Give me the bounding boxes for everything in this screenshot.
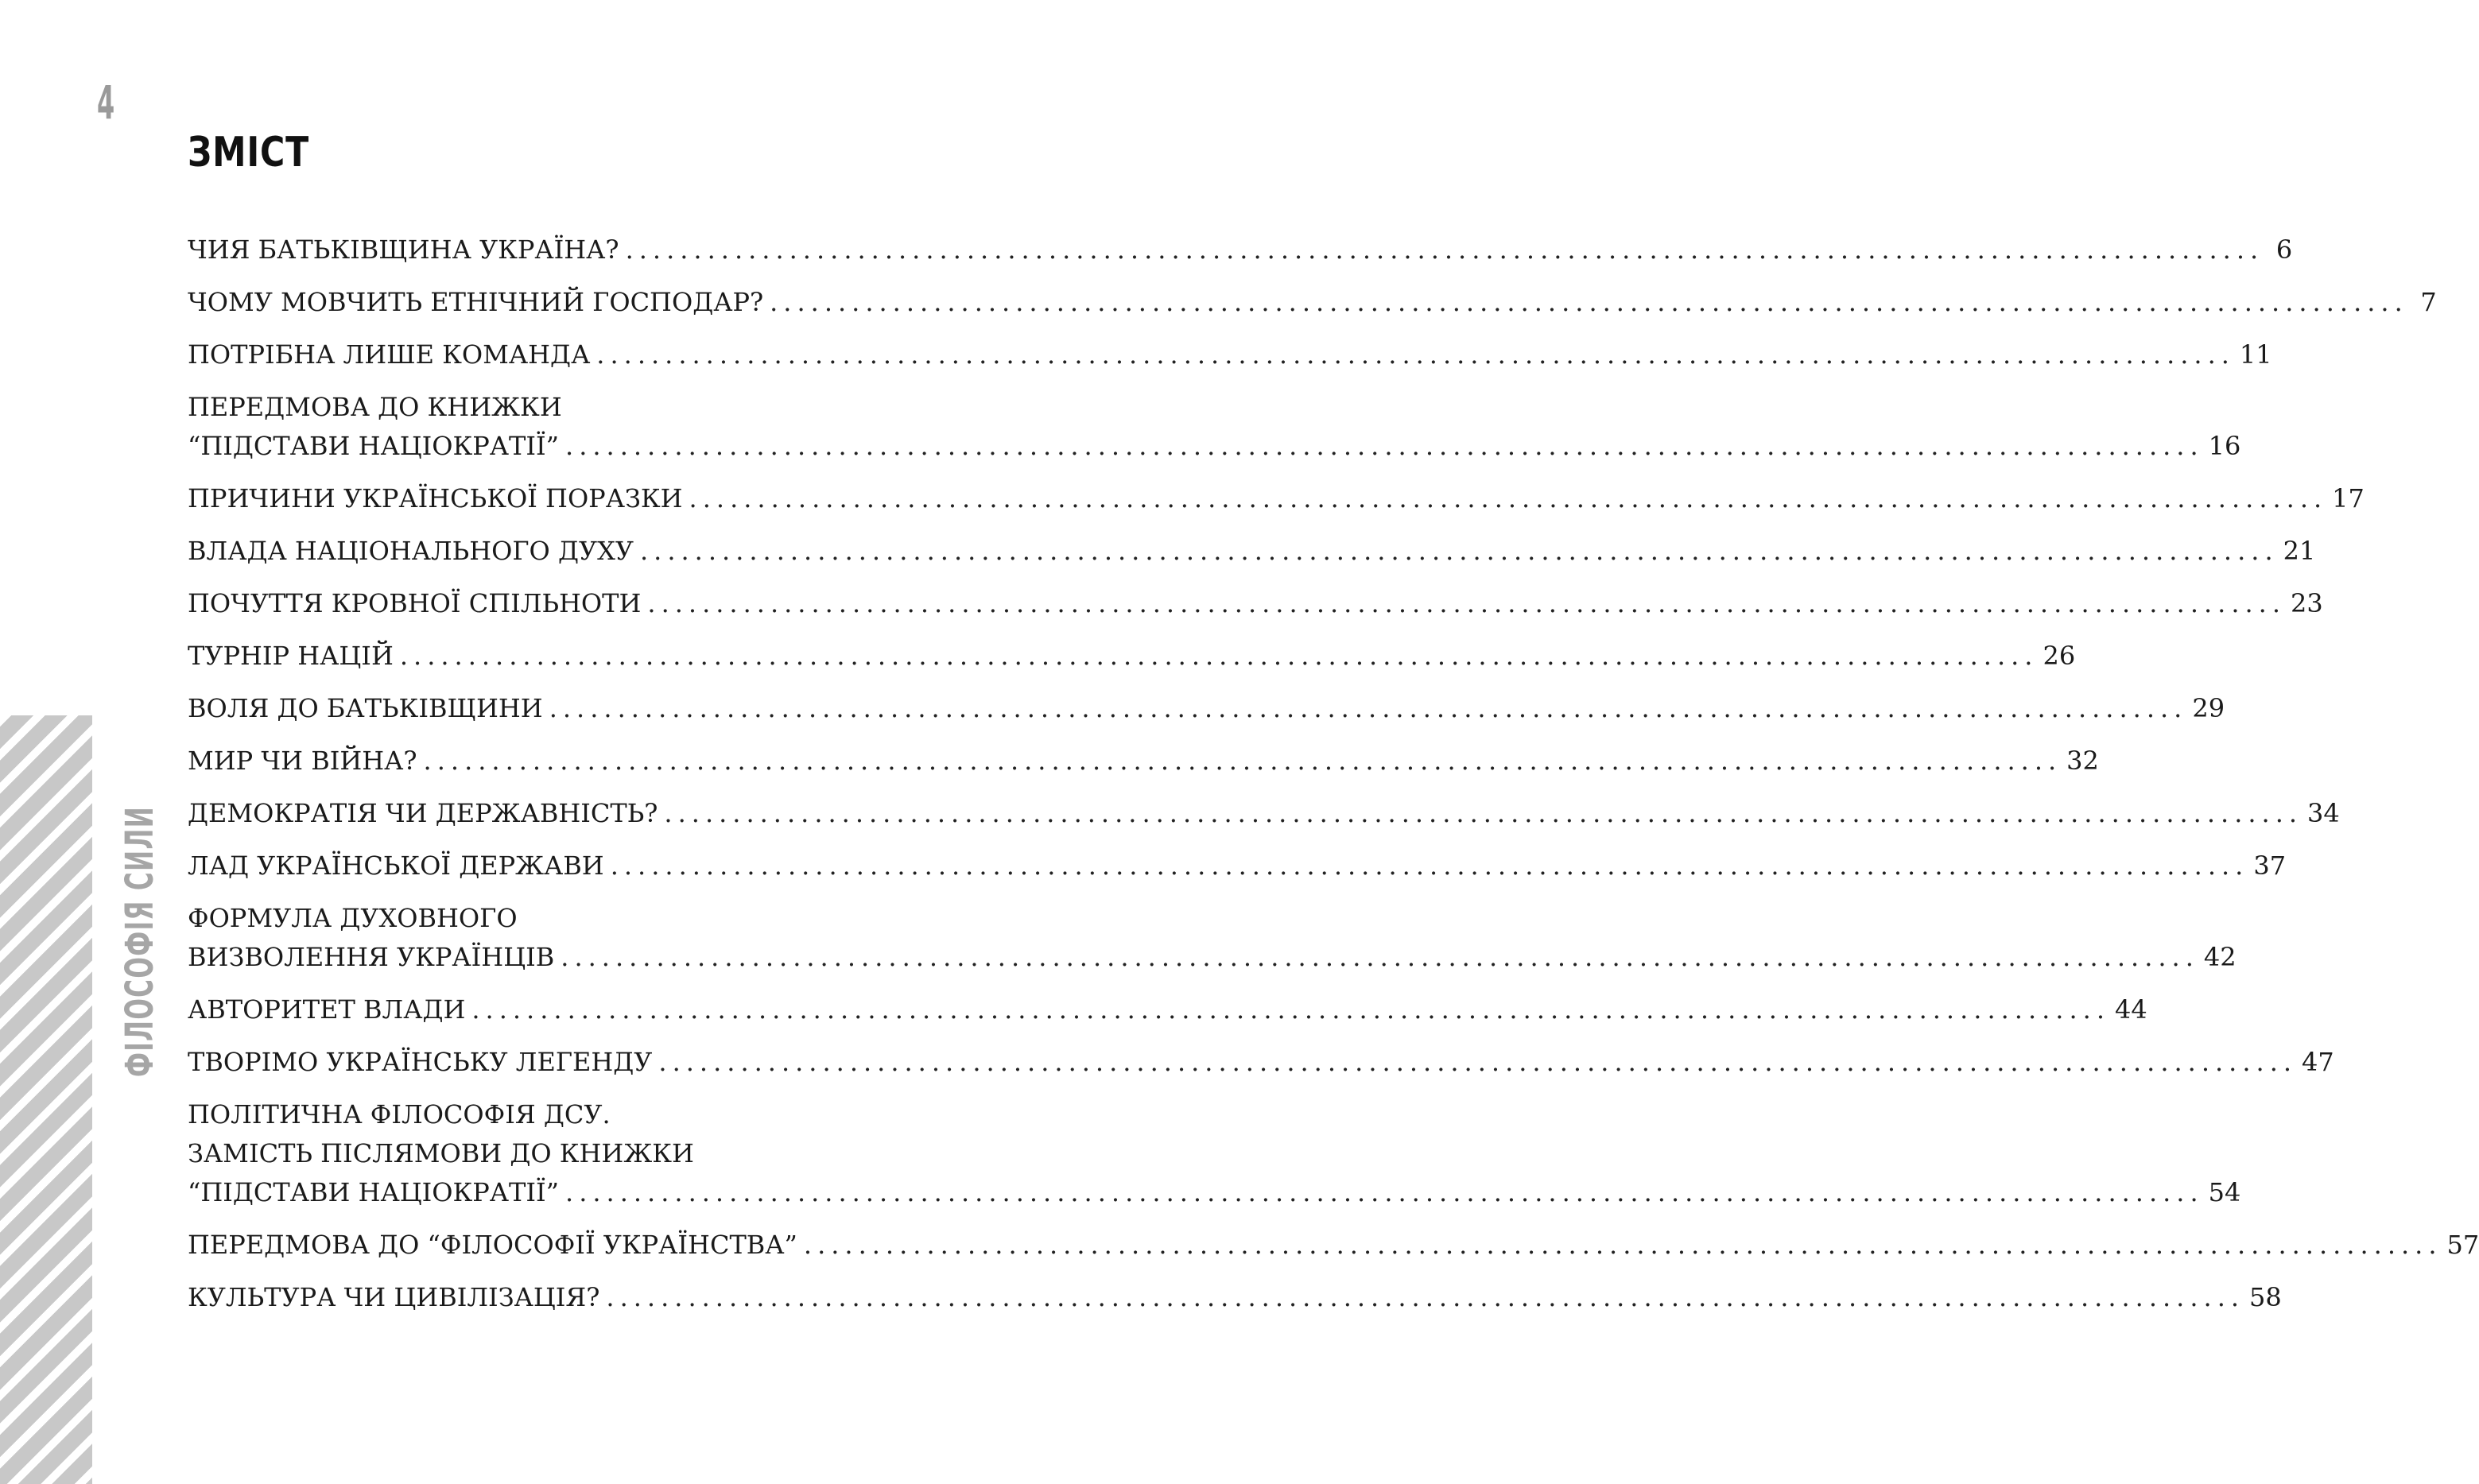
toc-entry-line	[188, 794, 2340, 833]
toc-entry	[188, 283, 2437, 322]
toc-entry	[188, 231, 2293, 269]
dot-leader: ........................................................................................................................	[471, 994, 2110, 1025]
dot-leader: ........................................................................................................................	[399, 641, 2039, 671]
toc-page-number: 57	[2446, 1230, 2479, 1260]
toc-entry-title: ВЛАДА НАЦІОНАЛЬНОГО ДУХУ	[188, 536, 634, 566]
toc-entry	[188, 990, 2147, 1029]
toc-entry	[188, 847, 2287, 885]
toc-entry-line	[188, 990, 2147, 1029]
toc-page-number: 6	[2275, 234, 2293, 265]
toc-entry-line	[188, 283, 2437, 322]
dot-leader: ........................................................................................................................	[565, 1177, 2204, 1207]
toc-entry-title: ЗАМІСТЬ ПІСЛЯМОВИ ДО КНИЖКИ	[188, 1138, 694, 1168]
dot-leader: ........................................................................................................................	[770, 287, 2408, 317]
toc-entry-line	[188, 479, 2365, 518]
toc-page-number: 23	[2291, 588, 2323, 618]
toc-page-number: 16	[2208, 431, 2241, 461]
toc-entry	[188, 532, 2316, 571]
toc-entry	[188, 794, 2340, 833]
toc-page-number: 42	[2203, 942, 2237, 972]
toc-entry-line	[188, 584, 2323, 623]
dot-leader: ........................................................................................................................	[610, 850, 2249, 881]
toc-page-number: 29	[2192, 693, 2225, 723]
dot-leader: ........................................................................................................................	[658, 1047, 2298, 1077]
toc-entry-line	[188, 1226, 2479, 1265]
toc-entry-line	[188, 532, 2316, 571]
dot-leader: ........................................................................................................................	[639, 536, 2279, 566]
toc-entry	[188, 1226, 2479, 1265]
toc-entry	[188, 637, 2076, 676]
toc-entry-line	[188, 1134, 875, 1173]
toc-page-number: 44	[2114, 994, 2147, 1025]
toc-entry-line	[188, 1278, 2282, 1317]
toc-entry	[188, 388, 2241, 466]
toc-page-number: 17	[2332, 483, 2365, 513]
dot-leader: ........................................................................................................................	[561, 942, 2199, 972]
toc-entry-line	[188, 1173, 2241, 1212]
toc-entry-title: ВИЗВОЛЕННЯ УКРАЇНЦІВ	[188, 942, 555, 972]
toc-page-number: 37	[2253, 850, 2287, 881]
toc-entry-title: ЧОМУ МОВЧИТЬ ЕТНІЧНИЙ ГОСПОДАР?	[188, 287, 764, 317]
dot-leader: ........................................................................................................................	[606, 1282, 2245, 1312]
toc-entry-line	[188, 231, 2293, 269]
dot-leader: ........................................................................................................................	[596, 339, 2235, 370]
toc-entry-title: ТВОРІМО УКРАЇНСЬКУ ЛЕГЕНДУ	[188, 1047, 653, 1077]
toc-page-number: 34	[2307, 798, 2340, 828]
page-number: 4	[97, 76, 115, 130]
toc-entry-title: КУЛЬТУРА ЧИ ЦИВІЛІЗАЦІЯ?	[188, 1282, 600, 1312]
dot-leader: ........................................................................................................................	[647, 588, 2287, 618]
toc-entry	[188, 1043, 2334, 1082]
toc-entry-title: ПЕРЕДМОВА ДО “ФІЛОСОФІЇ УКРАЇНСТВА”	[188, 1230, 797, 1260]
toc-page-number: 47	[2302, 1047, 2334, 1077]
toc-entry-title: АВТОРИТЕТ ВЛАДИ	[188, 994, 466, 1025]
dot-leader: ........................................................................................................................	[549, 693, 2188, 723]
toc-entry	[188, 335, 2272, 374]
toc-page-number: 11	[2239, 339, 2272, 370]
toc-page-number: 58	[2249, 1282, 2282, 1312]
toc-entry-line	[188, 938, 2237, 977]
dot-leader: ........................................................................................................................	[625, 234, 2264, 265]
toc-entry-line	[188, 847, 2287, 885]
toc-entry-title: “ПІДСТАВИ НАЦІОКРАТІЇ”	[188, 1177, 560, 1207]
toc-entry-line	[188, 1043, 2334, 1082]
toc-entry-line	[188, 335, 2272, 374]
toc-entry-title: ПЕРЕДМОВА ДО КНИЖКИ	[188, 392, 562, 422]
toc-entry-title: ПОЧУТТЯ КРОВНОЇ СПІЛЬНОТИ	[188, 588, 642, 618]
toc-entry-title: ПОЛІТИЧНА ФІЛОСОФІЯ ДСУ.	[188, 1099, 611, 1129]
toc-entry-line	[188, 427, 2241, 466]
toc-entry-title: ВОЛЯ ДО БАТЬКІВЩИНИ	[188, 693, 543, 723]
toc-entry-title: ЛАД УКРАЇНСЬКОЇ ДЕРЖАВИ	[188, 850, 604, 881]
toc-entry	[188, 742, 2099, 781]
toc-entry-title: ТУРНІР НАЦІЙ	[188, 641, 394, 671]
toc-entry-line	[188, 637, 2076, 676]
dot-leader: ........................................................................................................................	[664, 798, 2303, 828]
toc-entry	[188, 1278, 2282, 1317]
dot-leader: ........................................................................................................................	[689, 483, 2328, 513]
decorative-stripes	[0, 715, 92, 1484]
toc-entry	[188, 584, 2323, 623]
toc-entry-title: ПОТРІБНА ЛИШЕ КОМАНДА	[188, 339, 591, 370]
toc-page-number: 26	[2043, 641, 2076, 671]
toc-entry-line	[188, 689, 2225, 728]
toc-entry	[188, 689, 2225, 728]
toc-entry-title: МИР ЧИ ВІЙНА?	[188, 746, 417, 776]
toc-page-number: 32	[2066, 746, 2099, 776]
sidebar-book-title: ФІЛОСОФІЯ СИЛИ	[118, 805, 162, 1077]
table-of-contents	[188, 231, 2479, 1331]
toc-entry	[188, 479, 2365, 518]
dot-leader: ........................................................................................................................	[565, 431, 2204, 461]
toc-entry-line	[188, 742, 2099, 781]
toc-page-number: 21	[2283, 536, 2316, 566]
dot-leader: ........................................................................................................................	[803, 1230, 2442, 1260]
toc-entry	[188, 1095, 2241, 1212]
page-title: ЗМІСТ	[188, 129, 310, 176]
toc-page-number: 7	[2420, 287, 2437, 317]
toc-entry-title: ПРИЧИНИ УКРАЇНСЬКОЇ ПОРАЗКИ	[188, 483, 683, 513]
toc-entry-title: ЧИЯ БАТЬКІВЩИНА УКРАЇНА?	[188, 234, 619, 265]
toc-entry-line	[188, 899, 875, 938]
toc-entry-line	[188, 388, 875, 427]
toc-entry	[188, 899, 2237, 977]
toc-entry-line	[188, 1095, 875, 1134]
toc-entry-title: ФОРМУЛА ДУХОВНОГО	[188, 903, 518, 933]
dot-leader: ........................................................................................................................	[423, 746, 2062, 776]
toc-entry-title: ДЕМОКРАТІЯ ЧИ ДЕРЖАВНІСТЬ?	[188, 798, 658, 828]
toc-page-number: 54	[2208, 1177, 2241, 1207]
toc-entry-title: “ПІДСТАВИ НАЦІОКРАТІЇ”	[188, 431, 560, 461]
